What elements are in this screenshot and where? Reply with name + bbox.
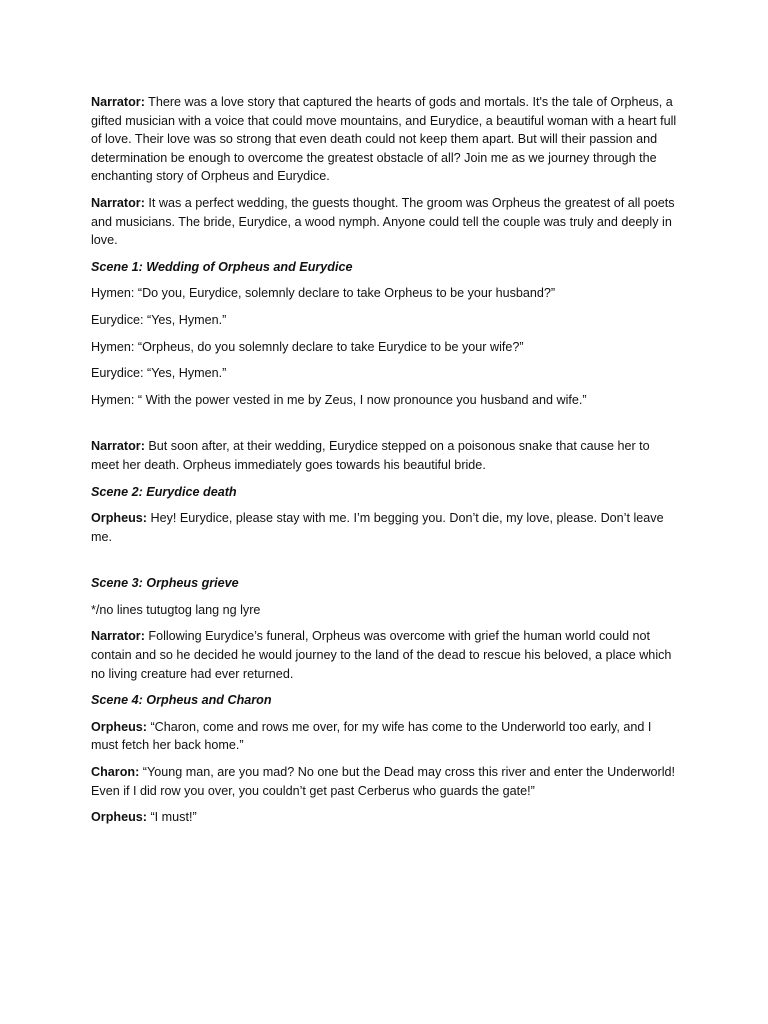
- plain-paragraph: */no lines tutugtog lang ng lyre: [91, 602, 261, 617]
- dialogue-text: Hey! Eurydice, please stay with me. I’m begging you. Don’t die, my love, please. Don’t leave me.: [91, 511, 664, 544]
- dialogue-paragraph: [91, 194, 680, 250]
- plain-paragraph: Eurydice: “Yes, Hymen.”: [91, 366, 227, 381]
- dialogue-paragraph: [91, 93, 680, 186]
- paragraph-spacer: [91, 417, 680, 437]
- dialogue-text: “Young man, are you mad? No one but the Dead may cross this river and enter the Underworld! Even if I did row you over, you couldn’t get past Cerberus who guards the gate!”: [91, 765, 676, 798]
- dialogue-text: It was a perfect wedding, the guests thought. The groom was Orpheus the greatest of all poets and musicians. The bride, Eurydice, a wood nymph. Anyone could tell the couple was truly and deeply in love.: [91, 195, 675, 248]
- speaker-name: Orpheus:: [91, 511, 147, 526]
- scene-heading: Scene 3: Orpheus grieve: [91, 576, 239, 591]
- speaker-name: Charon:: [91, 765, 140, 780]
- speaker-name: Narrator:: [91, 439, 145, 454]
- dialogue-paragraph: [91, 437, 680, 474]
- script-body: [91, 93, 680, 827]
- plain-paragraph: Hymen: “ With the power vested in me by Zeus, I now pronounce you husband and wife.”: [91, 392, 587, 407]
- speaker-name: Orpheus:: [91, 810, 147, 825]
- paragraph-spacer: [91, 554, 680, 574]
- dialogue-paragraph: [91, 509, 680, 546]
- dialogue-paragraph: [91, 627, 680, 683]
- dialogue-text: “I must!”: [146, 810, 197, 825]
- plain-paragraph: Eurydice: “Yes, Hymen.”: [91, 312, 227, 327]
- speaker-name: Narrator:: [91, 195, 145, 210]
- dialogue-paragraph: [91, 808, 680, 827]
- plain-paragraph: Hymen: “Orpheus, do you solemnly declare to take Eurydice to be your wife?”: [91, 339, 524, 354]
- dialogue-text: There was a love story that captured the hearts of gods and mortals. It's the tale of Orpheus, a gifted musician with a voice that could move mountains, and Eurydice, a beautiful woman with a heart full of love. Their love was so strong that even death could not keep them apart. But will their passion and determination be enough to overcome the greatest obstacle of all? Join me as we journey through the enchanting story of Orpheus and Eurydice.: [91, 95, 677, 184]
- plain-paragraph: Hymen: “Do you, Eurydice, solemnly declare to take Orpheus to be your husband?”: [91, 286, 556, 301]
- speaker-name: Narrator:: [91, 629, 145, 644]
- dialogue-paragraph: [91, 763, 680, 800]
- dialogue-text: “Charon, come and rows me over, for my wife has come to the Underworld too early, and I must fetch her back home.”: [91, 719, 652, 753]
- speaker-name: Orpheus:: [91, 719, 147, 734]
- speaker-name: Narrator:: [91, 95, 145, 109]
- scene-heading: Scene 4: Orpheus and Charon: [91, 693, 272, 708]
- scene-heading: Scene 2: Eurydice death: [91, 484, 237, 499]
- dialogue-paragraph: [91, 718, 680, 755]
- scene-heading: Scene 1: Wedding of Orpheus and Eurydice: [91, 259, 353, 274]
- dialogue-text: But soon after, at their wedding, Eurydice stepped on a poisonous snake that cause her to meet her death. Orpheus immediately goes towards his beautiful bride.: [91, 439, 650, 472]
- dialogue-text: Following Eurydice’s funeral, Orpheus was overcome with grief the human world could not contain and so he decided he would journey to the land of the dead to rescue his beloved, a place which no living creature had ever returned.: [91, 629, 672, 681]
